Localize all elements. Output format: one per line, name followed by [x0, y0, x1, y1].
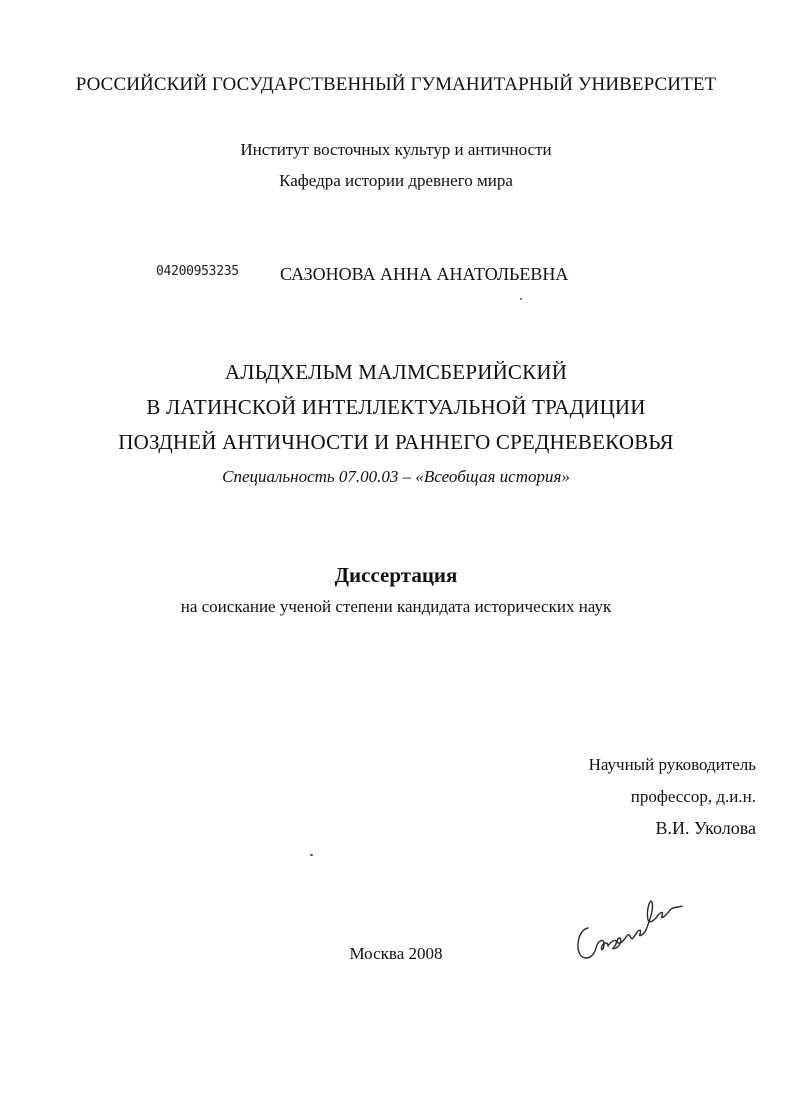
supervisor-rank: профессор, д.и.н. [630, 787, 756, 806]
author-row [0, 262, 792, 292]
chair-name: Кафедра истории древнего мира [279, 171, 513, 190]
specialty: Специальность 07.00.03 – «Всеобщая история» [222, 467, 570, 486]
title-line-2: В ЛАТИНСКОЙ ИНТЕЛЛЕКТУАЛЬНОЙ ТРАДИЦИИ [146, 395, 646, 419]
university-name: РОССИЙСКИЙ ГОСУДАРСТВЕННЫЙ ГУМАНИТАРНЫЙ УНИВЕРСИТЕТ [75, 74, 717, 95]
institute-name: Институт восточных культур и античности [240, 140, 552, 159]
author-name: САЗОНОВА АННА АНАТОЛЬЕВНА [280, 264, 569, 284]
city-year: Москва 2008 [349, 944, 443, 963]
title-line-1: АЛЬДХЕЛЬМ МАЛМСБЕРИЙСКИЙ [224, 360, 568, 384]
library-stamp-number: 04200953235 [156, 264, 239, 279]
scan-speck [520, 298, 522, 300]
supervisor-label: Научный руководитель [588, 755, 756, 774]
degree-description: на соискание ученой степени кандидата исторических наук [180, 597, 612, 616]
title-line-3: ПОЗДНЕЙ АНТИЧНОСТИ И РАННЕГО СРЕДНЕВЕКОВЬЯ [118, 430, 674, 454]
signature-stroke [646, 901, 656, 930]
work-type: Диссертация [334, 563, 458, 587]
signature-stroke [656, 906, 682, 918]
scan-speck [310, 854, 313, 856]
supervisor-name: В.И. Уколова [655, 818, 756, 838]
signature-stroke [636, 930, 646, 936]
